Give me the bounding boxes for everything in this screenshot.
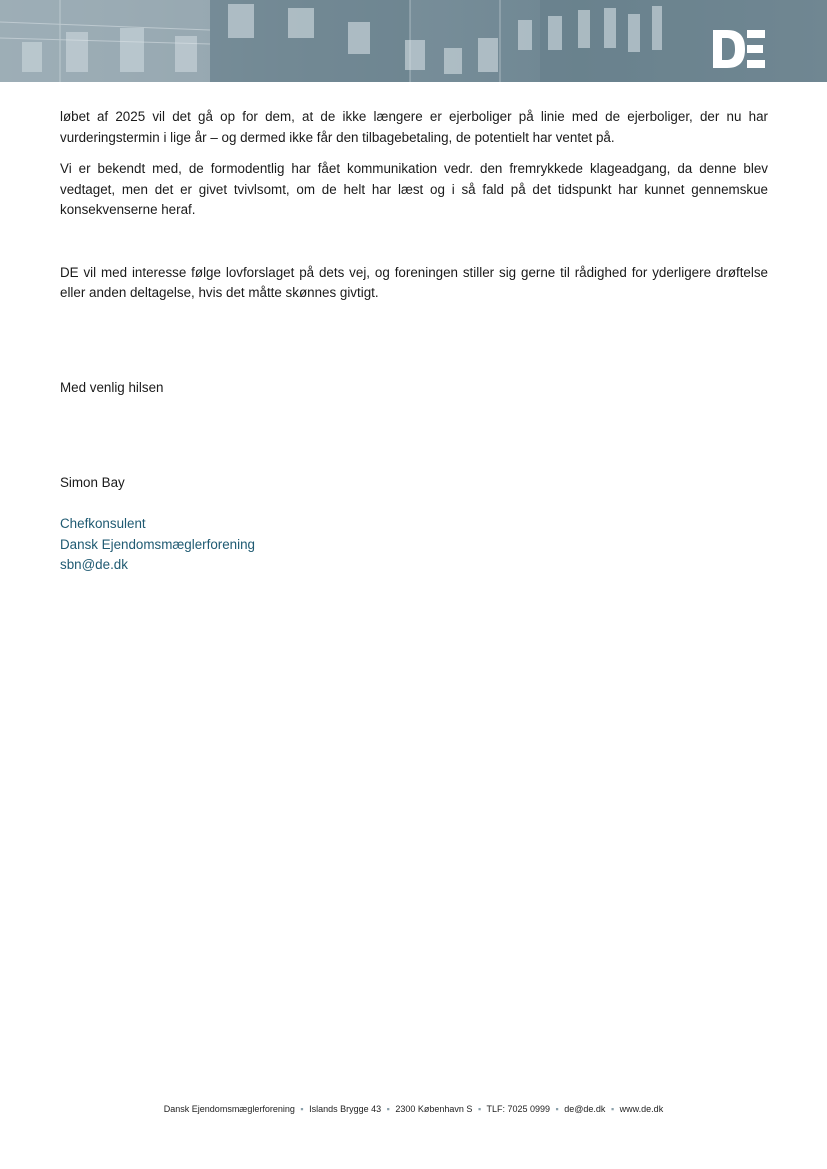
footer-email-link[interactable]: de@de.dk — [564, 1104, 606, 1114]
signer-email-link[interactable]: sbn@de.dk — [60, 557, 128, 572]
footer-separator: ▪ — [610, 1104, 615, 1114]
body-paragraph-1: løbet af 2025 vil det gå op for dem, at de ikke længere er ejerboliger på linie med de ejerboliger, der nu har vurderingstermin i lige år – og dermed ikke får den tilbagebetaling, de potentielt har ventet på. — [60, 109, 768, 145]
footer-address: Islands Brygge 43 — [309, 1104, 382, 1114]
footer-separator: ▪ — [386, 1104, 390, 1114]
footer-organization: Dansk Ejendomsmæglerforening — [163, 1104, 295, 1114]
footer-separator: ▪ — [555, 1104, 559, 1114]
building-facade-image — [0, 0, 827, 82]
footer-city: 2300 København S — [395, 1104, 473, 1114]
signature-block — [60, 514, 255, 576]
signer-name: Simon Bay — [60, 475, 125, 490]
footer-website-link[interactable]: www.de.dk — [619, 1104, 664, 1114]
footer-phone: TLF: 7025 0999 — [486, 1104, 551, 1114]
closing-greeting: Med venlig hilsen — [60, 380, 164, 395]
footer — [0, 1104, 827, 1114]
signer-organization: Dansk Ejendomsmæglerforening — [60, 536, 256, 552]
footer-separator: ▪ — [477, 1104, 482, 1114]
header-banner — [0, 0, 827, 82]
body-paragraph-2: Vi er bekendt med, de formodentlig har fået kommunikation vedr. den fremrykkede klageadgang, da denne blev vedtaget, men det er givet tvivlsomt, om de helt har læst og i så fald på det tidspunkt har kunnet gennemskue konsekvenserne heraf. — [60, 161, 768, 217]
footer-separator: ▪ — [300, 1104, 304, 1114]
de-logo-icon — [711, 28, 767, 70]
letter-body — [60, 107, 768, 304]
signer-title: Chefkonsulent — [60, 516, 146, 531]
body-paragraph-3: DE vil med interesse følge lovforslaget på dets vej, og foreningen stiller sig gerne til rådighed for yderligere drøftelse eller anden deltagelse, hvis det måtte skønnes givtigt. — [60, 264, 768, 300]
